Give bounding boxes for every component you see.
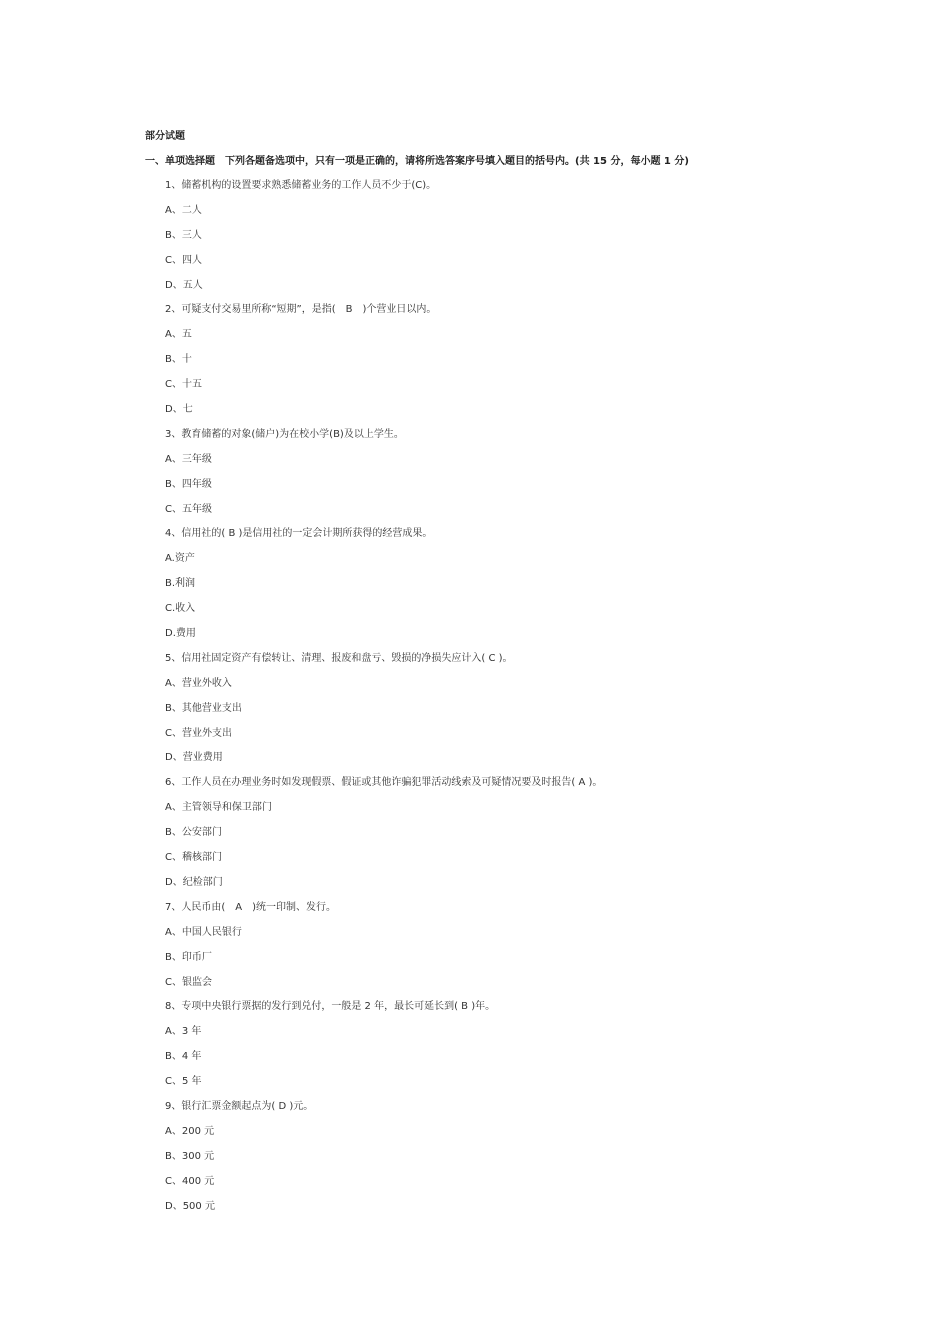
section-heading: 一、单项选择题 下列各题备选项中，只有一项是正确的，请将所选答案序号填入题目的括号内。(共 15 分，每小题 1 分) (145, 156, 689, 167)
answer-option: C、营业外支出 (165, 727, 232, 739)
answer-option: B、四年级 (165, 478, 212, 490)
question-text: 4、信用社的( B )是信用社的一定会计期所获得的经营成果。 (165, 528, 433, 540)
answer-option: D.费用 (165, 628, 196, 640)
answer-option: A、中国人民银行 (165, 926, 242, 938)
answer-option: A、3 年 (165, 1026, 202, 1038)
answer-option: A、200 元 (165, 1125, 215, 1137)
answer-option: C、五年级 (165, 503, 212, 515)
answer-option: D、纪检部门 (165, 876, 223, 888)
answer-option: C、稽核部门 (165, 852, 222, 864)
question-text: 5、信用社固定资产有偿转让、清理、报废和盘亏、毁损的净损失应计入( C )。 (165, 652, 513, 664)
answer-option: D、500 元 (165, 1200, 215, 1212)
answer-option: D、营业费用 (165, 752, 223, 764)
document-title: 部分试题 (145, 131, 185, 142)
answer-option: B、三人 (165, 229, 202, 241)
question-text: 8、专项中央银行票据的发行到兑付，一般是 2 年，最长可延长到( B )年。 (165, 1001, 496, 1013)
question-text: 7、人民币由( A )统一印制、发行。 (165, 901, 337, 913)
answer-option: C.收入 (165, 603, 196, 615)
answer-option: C、十五 (165, 379, 202, 391)
answer-option: A、二人 (165, 204, 202, 216)
question-text: 9、银行汇票金额起点为( D )元。 (165, 1100, 314, 1112)
answer-option: C、四人 (165, 254, 202, 266)
answer-option: A、主管领导和保卫部门 (165, 802, 272, 814)
question-text: 2、可疑支付交易里所称“短期”，是指( B )个营业日以内。 (165, 304, 437, 316)
answer-option: B、其他营业支出 (165, 702, 242, 714)
answer-option: B、十 (165, 354, 192, 366)
answer-option: D、七 (165, 404, 193, 416)
answer-option: B、印币厂 (165, 951, 212, 963)
question-text: 6、工作人员在办理业务时如发现假票、假证或其他诈骗犯罪活动线索及可疑情况要及时报告( A )。 (165, 777, 603, 789)
answer-option: A、五 (165, 329, 192, 341)
answer-option: A、营业外收入 (165, 677, 232, 689)
answer-option: C、银监会 (165, 976, 212, 988)
answer-option: C、5 年 (165, 1076, 202, 1088)
answer-option: A、三年级 (165, 453, 212, 465)
answer-option: D、五人 (165, 279, 203, 291)
answer-option: B、300 元 (165, 1150, 215, 1162)
answer-option: B、4 年 (165, 1051, 202, 1063)
answer-option: A.资产 (165, 553, 195, 565)
question-text: 3、教育储蓄的对象(储户)为在校小学(B)及以上学生。 (165, 428, 404, 440)
answer-option: C、400 元 (165, 1175, 215, 1187)
question-text: 1、储蓄机构的设置要求熟悉储蓄业务的工作人员不少于(C)。 (165, 180, 437, 191)
answer-option: B.利润 (165, 578, 196, 590)
answer-option: B、公安部门 (165, 827, 222, 839)
question-list (165, 179, 602, 1224)
